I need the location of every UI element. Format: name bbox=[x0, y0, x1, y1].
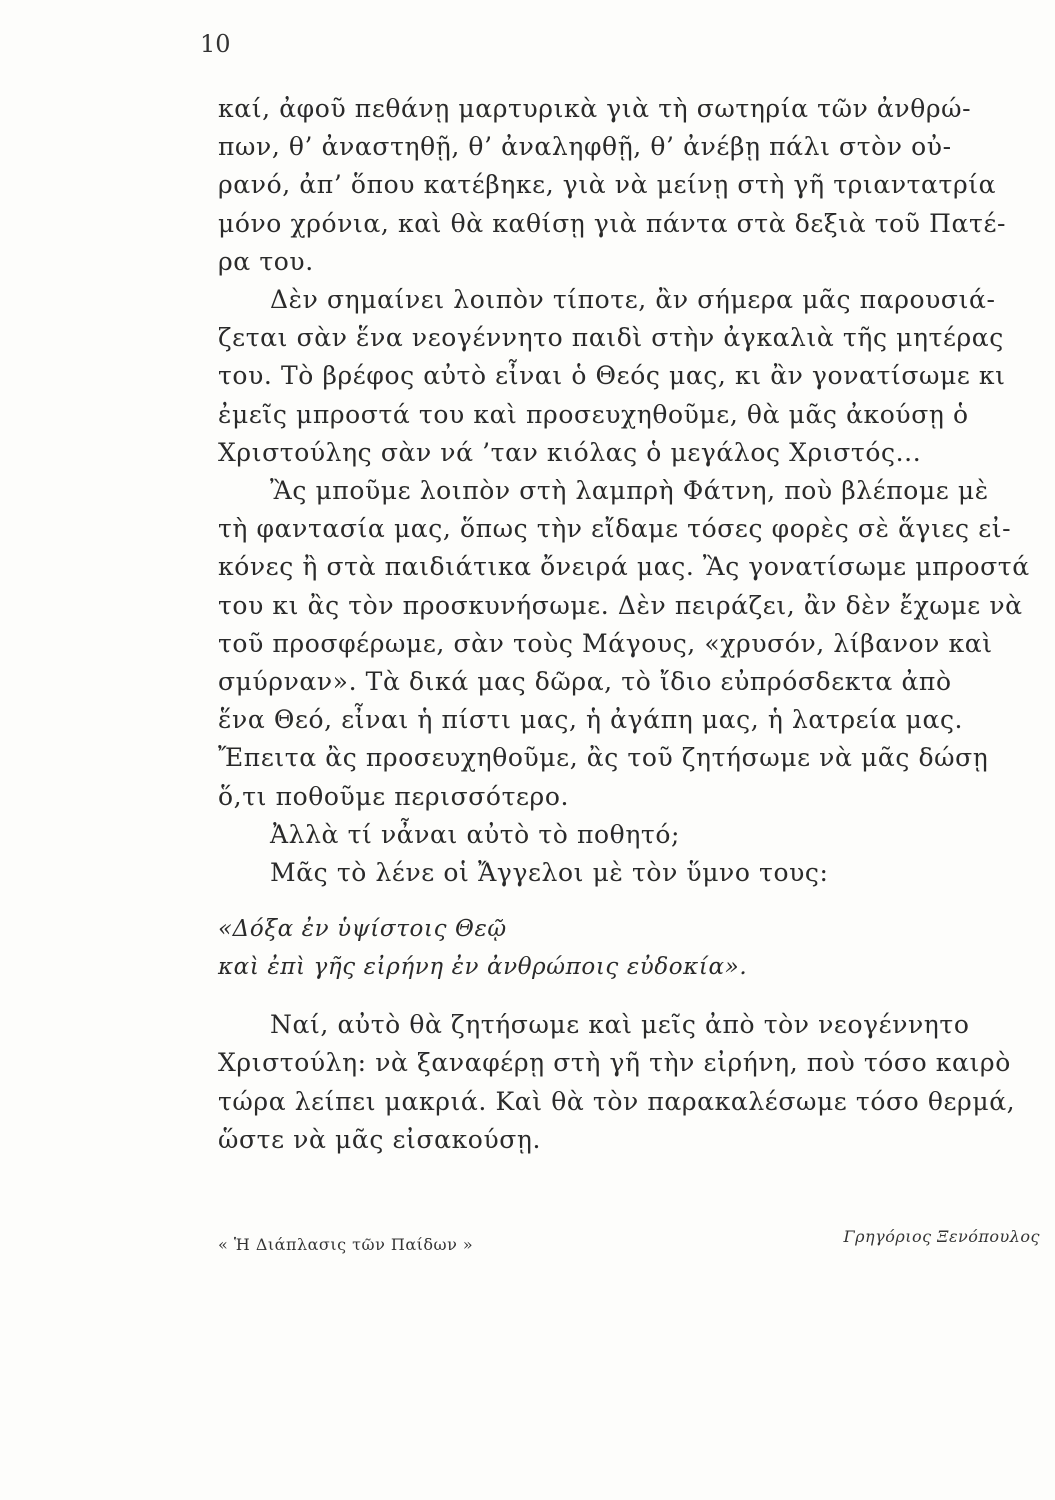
text-line: Ναί, αὐτὸ θὰ ζητήσωμε καὶ μεῖς ἀπὸ τὸν νεογέννητο bbox=[270, 1010, 970, 1040]
text-line: κόνες ἢ στὰ παιδιάτικα ὄνειρά μας. Ἂς γονατίσωμε μπροστά bbox=[218, 552, 1030, 582]
text-line: Ἀλλὰ τί νἆναι αὐτὸ τὸ ποθητό; bbox=[270, 819, 681, 849]
hymn-line: «Δόξα ἐν ὑψίστοις Θεῷ bbox=[218, 916, 507, 943]
text-line: Δὲν σημαίνει λοιπὸν τίποτε, ἂν σήμερα μᾶς παρουσιά- bbox=[270, 285, 996, 315]
text-line: Χριστούλης σὰν νά ’ταν κιόλας ὁ μεγάλος Χριστός... bbox=[218, 437, 922, 467]
text-line: σμύρναν». Τὰ δικά μας δῶρα, τὸ ἴδιο εὐπρόσδεκτα ἀπὸ bbox=[218, 667, 952, 697]
text-line: ἕνα Θεό, εἶναι ἡ πίστι μας, ἡ ἀγάπη μας, ἡ λατρεία μας. bbox=[218, 705, 964, 735]
text-line: ὥστε νὰ μᾶς εἰσακούσῃ. bbox=[218, 1124, 542, 1154]
hymn-line: καὶ ἐπὶ γῆς εἰρήνη ἐν ἀνθρώποις εὐδοκία». bbox=[218, 954, 748, 981]
hymn-quote bbox=[218, 910, 1038, 986]
text-line: ἐμεῖς μπροστά του καὶ προσευχηθοῦμε, θὰ μᾶς ἀκούσῃ ὁ bbox=[218, 399, 969, 429]
text-line: ρανό, ἀπ’ ὅπου κατέβηκε, γιὰ νὰ μείνῃ στὴ γῆ τριαντατρία bbox=[218, 170, 997, 200]
text-line: Ἂς μποῦμε λοιπὸν στὴ λαμπρὴ Φάτνη, ποὺ βλέπομε μὲ bbox=[270, 476, 989, 506]
page-number: 10 bbox=[200, 30, 231, 58]
paragraph-3 bbox=[218, 472, 1038, 816]
text-line: του. Τὸ βρέφος αὐτὸ εἶναι ὁ Θεός μας, κι ἂν γονατίσωμε κι bbox=[218, 361, 1006, 391]
text-line: τὴ φαντασία μας, ὅπως τὴν εἴδαμε τόσες φορὲς σὲ ἅγιες εἰ- bbox=[218, 514, 1012, 544]
text-line: τοῦ προσφέρωμε, σὰν τοὺς Μάγους, «χρυσόν, λίβανον καὶ bbox=[218, 628, 993, 658]
text-line: ζεται σὰν ἕνα νεογέννητο παιδὶ στὴν ἀγκαλιὰ τῆς μητέρας bbox=[218, 323, 1004, 353]
closing-paragraph bbox=[218, 1006, 1038, 1159]
text-line: ὅ,τι ποθοῦμε περισσότερο. bbox=[218, 781, 570, 811]
text-line: τώρα λείπει μακριά. Καὶ θὰ τὸν παρακαλέσωμε τόσο θερμά, bbox=[218, 1086, 1016, 1116]
text-line: καί, ἀφοῦ πεθάνῃ μαρτυρικὰ γιὰ τὴ σωτηρία τῶν ἀνθρώ- bbox=[218, 94, 972, 123]
article-body bbox=[218, 90, 1038, 1159]
text-line: Ἔπειτα ἂς προσευχηθοῦμε, ἂς τοῦ ζητήσωμε νὰ μᾶς δώσῃ bbox=[218, 743, 989, 773]
text-line: Μᾶς τὸ λένε οἱ Ἄγγελοι μὲ τὸν ὕμνο τους: bbox=[270, 858, 829, 888]
author-signature: Γρηγόριος Ξενόπουλος bbox=[843, 1227, 1040, 1246]
text-line: Χριστούλη: νὰ ξαναφέρῃ στὴ γῆ τὴν εἰρήνη, ποὺ τόσο καιρὸ bbox=[218, 1048, 1011, 1078]
text-line: μόνο χρόνια, καὶ θὰ καθίσῃ γιὰ πάντα στὰ δεξιὰ τοῦ Πατέ- bbox=[218, 208, 1007, 238]
paragraph-2 bbox=[218, 281, 1038, 472]
text-line: πων, θ’ ἀναστηθῇ, θ’ ἀναληφθῇ, θ’ ἀνέβῃ πάλι στὸν οὐ- bbox=[218, 132, 952, 162]
paragraph-4 bbox=[218, 816, 1038, 854]
text-line: του κι ἂς τὸν προσκυνήσωμε. Δὲν πειράζει, ἂν δὲν ἔχωμε νὰ bbox=[218, 590, 1023, 620]
paragraph-1 bbox=[218, 90, 1038, 281]
paragraph-5 bbox=[218, 854, 1038, 892]
source-citation: « Ἡ Διάπλασις τῶν Παίδων » bbox=[218, 1235, 474, 1254]
text-line: ρα του. bbox=[218, 246, 314, 276]
